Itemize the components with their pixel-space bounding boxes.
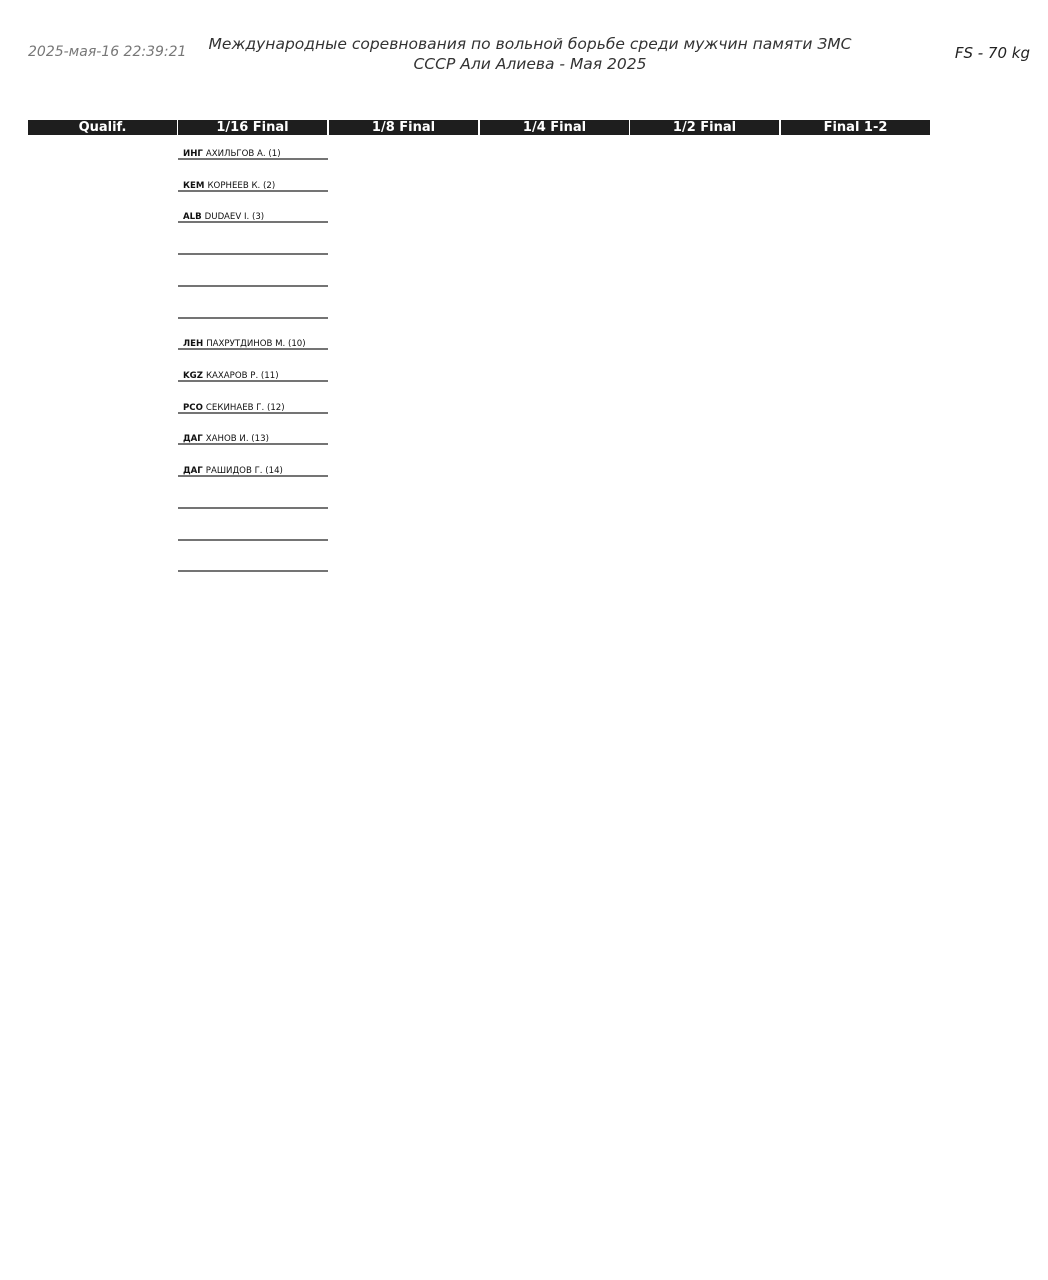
column-header-1-16-final: 1/16 Final: [178, 120, 327, 135]
athlete-name: ИНГ АХИЛЬГОВ А. (1): [183, 149, 281, 159]
column-header-1-8-final: 1/8 Final: [329, 120, 478, 135]
title-line-2: СССР Али Алиева - Мая 2025: [413, 55, 647, 73]
title-line-1: Международные соревнования по вольной борьбе среди мужчин памяти ЗМС: [208, 35, 852, 53]
column-header-qualif: Qualif.: [28, 120, 177, 135]
athlete-name: ALB DUDAEV I. (3): [183, 212, 265, 222]
timestamp: 2025-мая-16 22:39:21: [28, 44, 187, 60]
athlete-name: ДАГ ХАНОВ И. (13): [183, 434, 269, 444]
column-header-1-4-final: 1/4 Final: [480, 120, 629, 135]
weight-category: FS - 70 kg: [954, 44, 1030, 62]
column-header-1-2-final: 1/2 Final: [630, 120, 779, 135]
athlete-name: ДАГ РАШИДОВ Г. (14): [183, 466, 283, 476]
column-header-final-1-2: Final 1-2: [781, 120, 930, 135]
athlete-name: ЛЕН ПАХРУТДИНОВ М. (10): [183, 339, 306, 349]
athlete-name: РСО СЕКИНАЕВ Г. (12): [183, 403, 285, 413]
athlete-name: КЕМ КОРНЕЕВ К. (2): [183, 181, 276, 191]
athlete-name: KGZ КАХАРОВ Р. (11): [183, 371, 279, 381]
